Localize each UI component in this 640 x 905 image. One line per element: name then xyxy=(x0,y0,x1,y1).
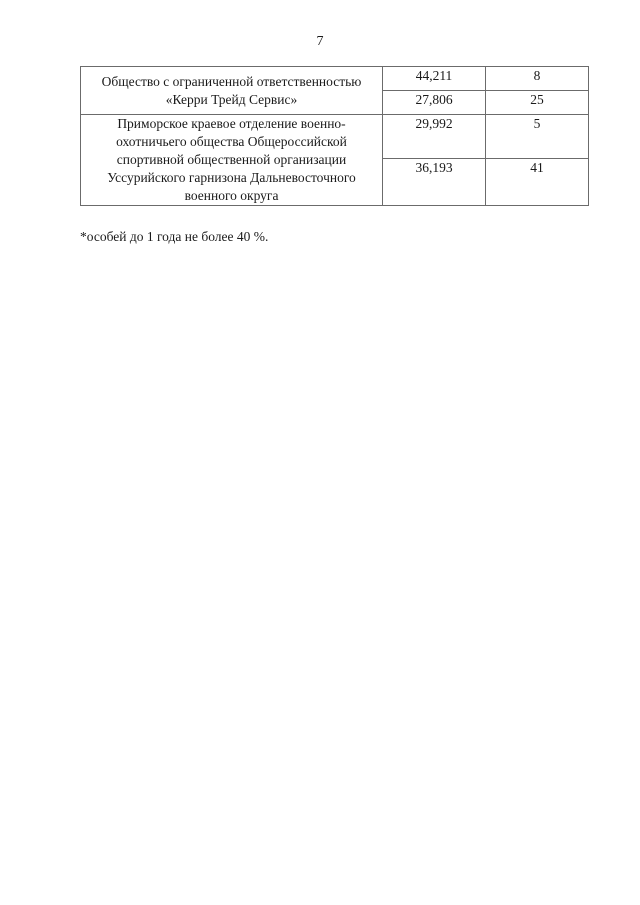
table-row xyxy=(81,115,589,159)
page-number: 7 xyxy=(316,34,324,49)
value-cell: 29,992 xyxy=(383,115,486,159)
organization-cell: Приморское краевое отделение военно-охотничьего общества Общероссийской спортивной общественной организации Уссурийского гарнизона Дальневосточного военного округа xyxy=(81,115,383,206)
value-cell: 27,806 xyxy=(383,91,486,115)
footnote: *особей до 1 года не более 40 %. xyxy=(80,229,269,244)
quota-table xyxy=(80,66,589,206)
value-cell: 5 xyxy=(486,115,589,159)
value-cell: 8 xyxy=(486,67,589,91)
table-row xyxy=(81,67,589,91)
organization-cell: Общество с ограниченной ответственностью «Керри Трейд Сервис» xyxy=(81,67,383,115)
value-cell: 36,193 xyxy=(383,159,486,206)
value-cell: 44,211 xyxy=(383,67,486,91)
value-cell: 41 xyxy=(486,159,589,206)
value-cell: 25 xyxy=(486,91,589,115)
